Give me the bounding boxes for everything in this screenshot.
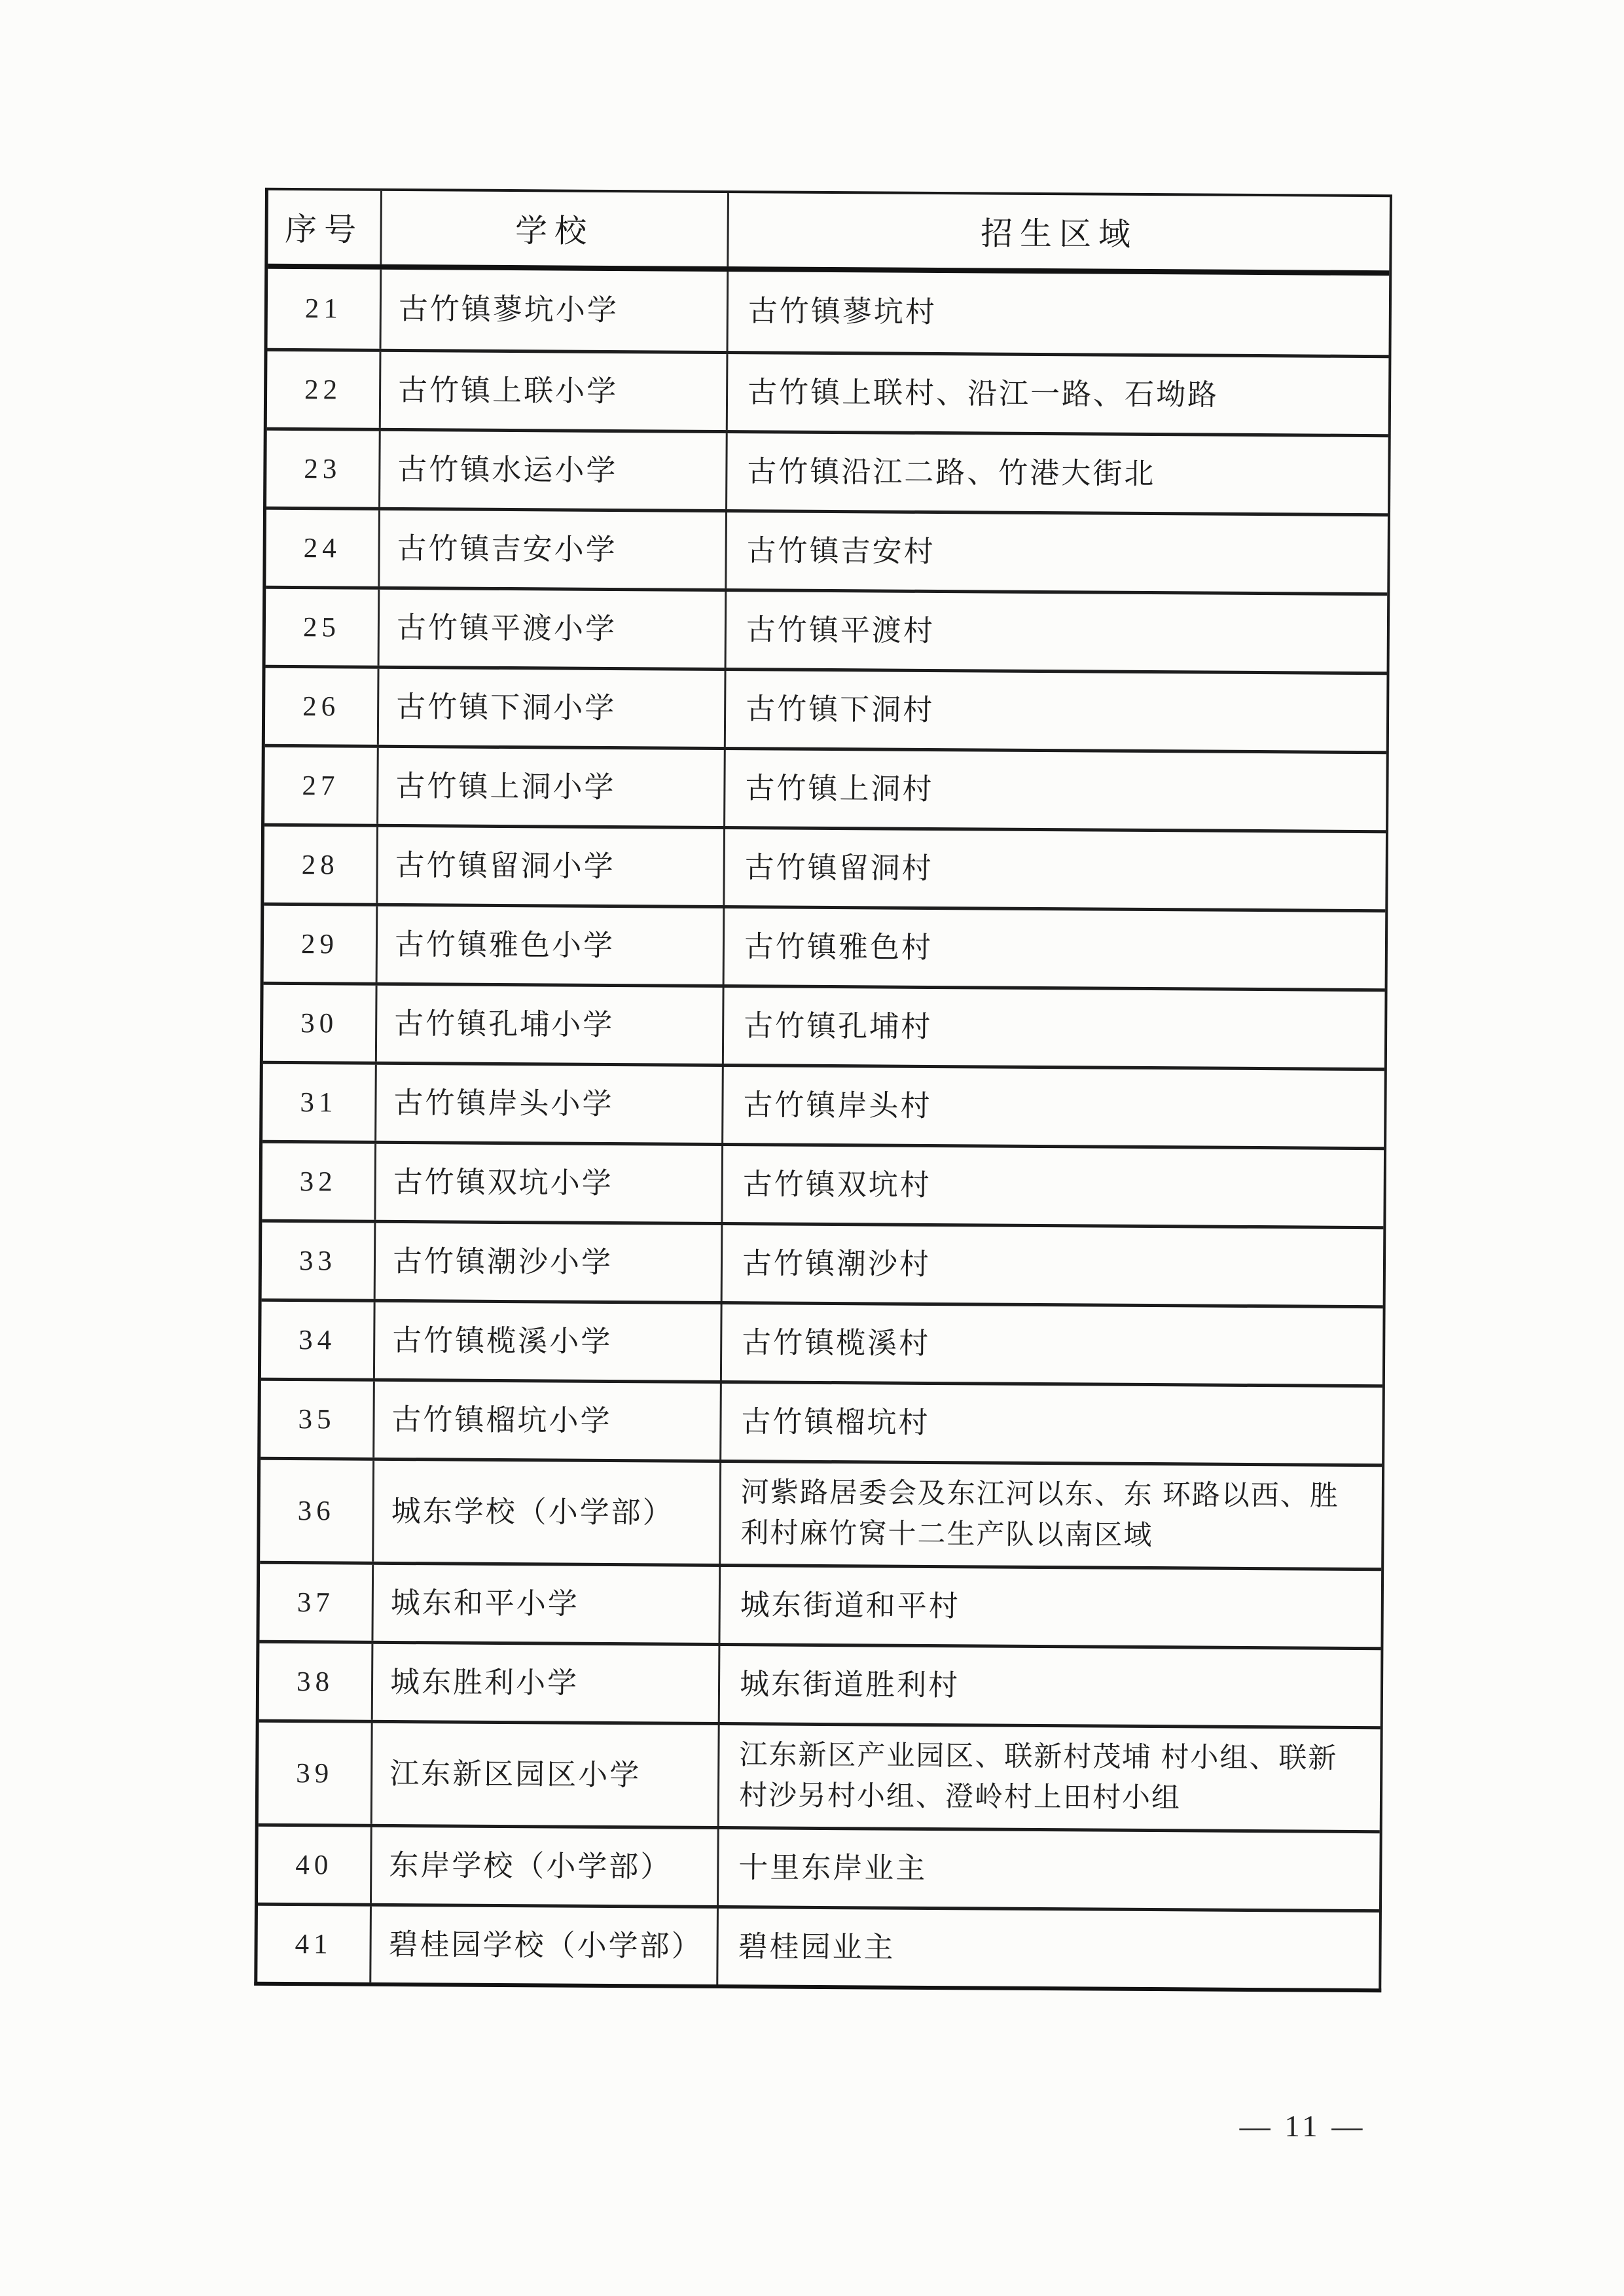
table-row: [266, 507, 1388, 592]
table-row: [258, 1823, 1380, 1909]
row-number: 33: [262, 1223, 376, 1299]
table-row: [259, 1719, 1380, 1830]
school-name: 城东和平小学: [390, 1585, 579, 1621]
table-row: [259, 1561, 1381, 1647]
admission-area: 古竹镇下洞村: [746, 691, 935, 726]
row-number: 26: [265, 668, 380, 745]
admission-area: 古竹镇留洞村: [744, 850, 933, 885]
row-number: 37: [259, 1564, 374, 1641]
header-school: 学校: [382, 191, 729, 266]
row-number: 29: [264, 906, 378, 982]
school-name: 古竹镇上洞小学: [395, 768, 616, 804]
school-name: 古竹镇雅色小学: [394, 927, 615, 962]
table-row: [264, 903, 1386, 988]
admission-area: 古竹镇榄溪村: [742, 1325, 931, 1360]
row-number: 31: [262, 1064, 377, 1141]
admission-area: 城东街道胜利村: [739, 1666, 960, 1702]
school-name: 碧桂园学校（小学部）: [388, 1927, 703, 1963]
table-row: [257, 1903, 1379, 1988]
school-name: 古竹镇榄溪小学: [392, 1323, 613, 1358]
table-row: [261, 1299, 1383, 1384]
school-name: 古竹镇留洞小学: [395, 848, 615, 883]
admission-area: 古竹镇孔埔村: [744, 1008, 933, 1043]
row-number: 36: [260, 1460, 374, 1562]
school-name: 古竹镇上联小学: [397, 372, 619, 408]
row-number: 21: [268, 269, 382, 349]
table-row: [260, 1457, 1382, 1568]
table-row: [262, 1140, 1384, 1226]
admission-area: 古竹镇吉安村: [746, 533, 935, 568]
admission-area: 古竹镇岸头村: [743, 1087, 932, 1122]
row-number: 41: [257, 1906, 372, 1982]
school-name: 古竹镇岸头小学: [393, 1085, 614, 1121]
admission-area: 古竹镇上联村、沿江一路、石坳路: [747, 374, 1219, 412]
row-number: 28: [264, 827, 378, 903]
row-number: 25: [266, 589, 380, 666]
school-name: 古竹镇潮沙小学: [392, 1244, 613, 1279]
row-number: 38: [259, 1643, 374, 1720]
school-name: 古竹镇榴坑小学: [391, 1402, 612, 1437]
admission-area: 古竹镇双坑村: [742, 1166, 931, 1202]
table-row: [259, 1640, 1381, 1726]
school-name: 古竹镇水运小学: [397, 452, 618, 487]
admission-area: 古竹镇平渡村: [746, 612, 935, 647]
school-name: 古竹镇吉安小学: [397, 531, 617, 566]
admission-area: 古竹镇沿江二路、竹港大街北: [747, 454, 1156, 490]
table-row: [268, 269, 1390, 355]
admission-area: 古竹镇上洞村: [745, 770, 934, 806]
table-header-row: [268, 190, 1390, 276]
school-name: 古竹镇蓼坑小学: [398, 292, 619, 327]
admission-area: 城东街道和平村: [740, 1587, 960, 1623]
table-row: [266, 427, 1388, 513]
table-row: [261, 1378, 1382, 1463]
table-row: [263, 982, 1385, 1067]
admissions-table: [254, 188, 1392, 1992]
school-name: 东岸学校（小学部）: [389, 1848, 672, 1884]
admission-area: 碧桂园业主: [738, 1929, 895, 1964]
row-number: 39: [259, 1723, 373, 1824]
page-number: — 11 —: [1239, 2109, 1366, 2144]
table-row: [262, 1219, 1384, 1305]
admission-area: 古竹镇雅色村: [744, 929, 933, 964]
admission-area: 河紫路居委会及东江河以东、东 环路以西、胜利村麻竹窝十二生产队以南区域: [740, 1477, 1339, 1552]
admission-area: 十里东岸业主: [738, 1850, 928, 1885]
row-number: 24: [266, 510, 380, 586]
school-name: 城东胜利小学: [389, 1664, 579, 1700]
table-row: [264, 744, 1386, 830]
row-number: 22: [267, 351, 382, 428]
header-admission-area: 招生区域: [980, 216, 1138, 253]
admission-area: 古竹镇榴坑村: [741, 1404, 930, 1439]
row-number: 35: [261, 1381, 375, 1458]
row-number: 23: [266, 431, 381, 507]
row-number: 40: [258, 1827, 372, 1903]
table-row: [264, 823, 1386, 909]
table-row: [266, 586, 1388, 672]
school-name: 古竹镇下洞小学: [396, 689, 617, 725]
table-row: [262, 1061, 1384, 1147]
admission-area: 江东新区产业园区、联新村茂埔 村小组、联新村沙另村小组、澄岭村上田村小组: [738, 1739, 1338, 1814]
row-number: 34: [261, 1302, 376, 1378]
table-row: [267, 348, 1389, 434]
school-name: 江东新区园区小学: [389, 1756, 641, 1791]
header-serial-number: 序号: [268, 190, 382, 264]
admission-area: 古竹镇潮沙村: [742, 1246, 931, 1281]
school-name: 古竹镇双坑小学: [393, 1164, 613, 1200]
school-name: 古竹镇平渡小学: [396, 610, 617, 645]
table-body: [257, 269, 1389, 1988]
row-number: 32: [262, 1143, 376, 1220]
row-number: 27: [264, 747, 379, 824]
admission-area: 古竹镇蓼坑村: [748, 294, 937, 329]
school-name: 古竹镇孔埔小学: [394, 1006, 615, 1041]
row-number: 30: [263, 985, 378, 1062]
school-name: 城东学校（小学部）: [391, 1494, 674, 1530]
table-row: [265, 665, 1387, 751]
